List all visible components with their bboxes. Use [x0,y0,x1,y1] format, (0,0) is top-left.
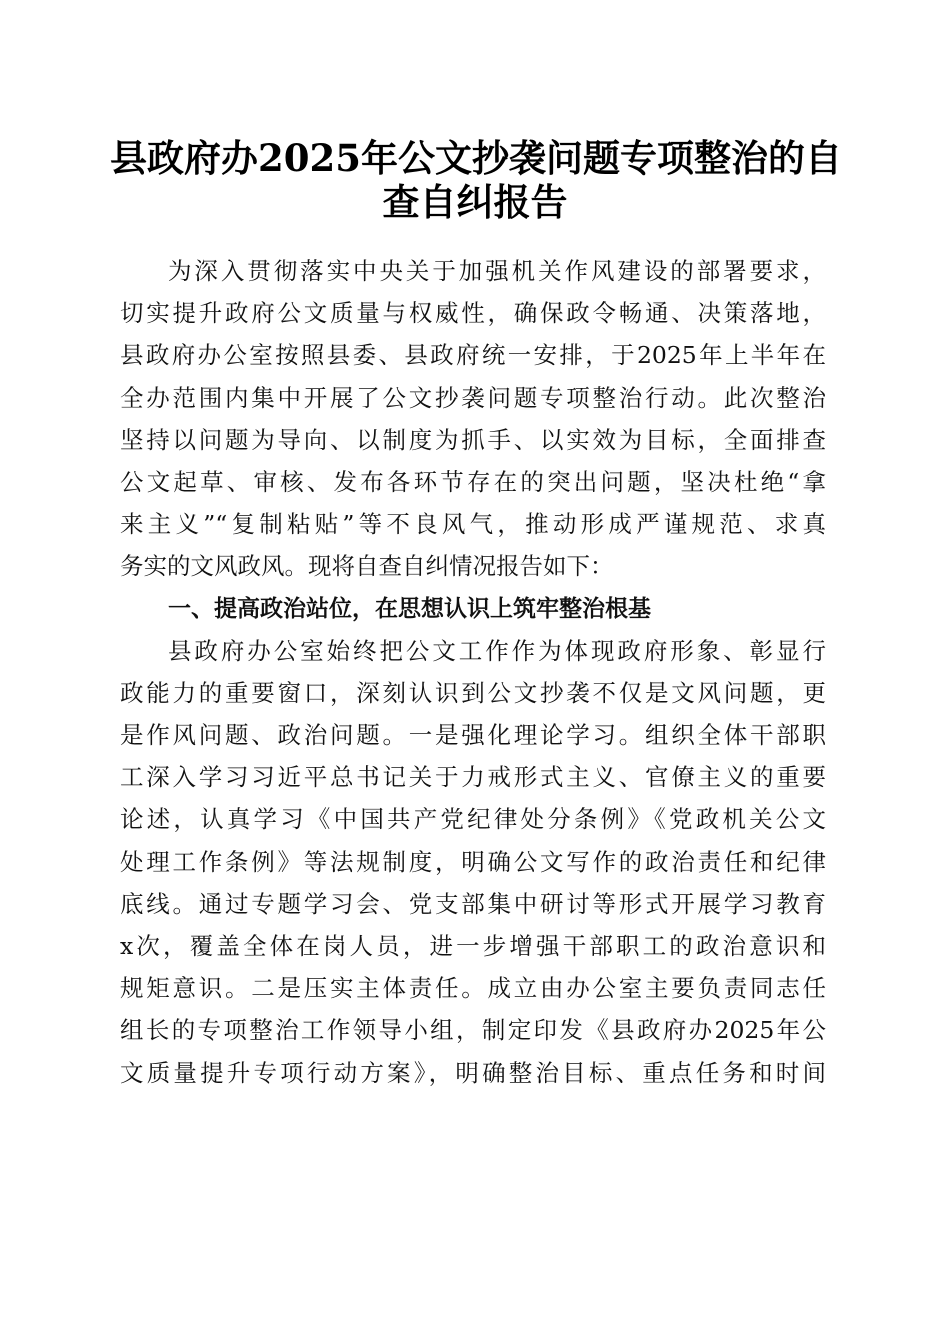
paragraph-line: 论述，认真学习《中国共产党纪律处分条例》《党政机关公文 [120,805,826,834]
title-line: 县政府办2025年公文抄袭问题专项整治的自 [110,136,842,180]
paragraph-line: 底线。通过专题学习会、党支部集中研讨等形式开展学习教育 [120,889,826,918]
paragraph-line: 来主义”“复制粘贴”等不良风气，推动形成严谨规范、求真 [120,510,826,539]
paragraph-line: 处理工作条例》等法规制度，明确公文写作的政治责任和纪律 [120,847,826,876]
intro-paragraph [120,250,826,588]
paragraph-line: 切实提升政府公文质量与权威性，确保政令畅通、决策落地， [120,299,826,328]
title-line: 查自纠报告 [382,180,568,224]
paragraph-line: 全办范围内集中开展了公文抄袭问题专项整治行动。此次整治 [120,383,826,412]
document-title [110,136,840,224]
section-heading: 一、提高政治站位，在思想认识上筑牢整治根基 [168,595,651,622]
paragraph-line: 坚持以问题为导向、以制度为抓手、以实效为目标，全面排查 [120,425,826,454]
paragraph-line: 县政府办公室按照县委、县政府统一安排，于2025年上半年在 [120,341,826,370]
paragraph-line: 为深入贯彻落实中央关于加强机关作风建设的部署要求， [168,257,826,285]
paragraph-line: 工深入学习习近平总书记关于力戒形式主义、官僚主义的重要 [120,763,826,792]
paragraph-line: 是作风问题、政治问题。一是强化理论学习。组织全体干部职 [120,721,826,750]
paragraph-line: 组长的专项整治工作领导小组，制定印发《县政府办2025年公 [120,1016,826,1045]
paragraph-line: x次，覆盖全体在岗人员，进一步增强干部职工的政治意识和 [120,932,826,960]
paragraph-line: 务实的文风政风。现将自查自纠情况报告如下： [120,552,614,581]
section-paragraph [120,630,826,1094]
paragraph-line: 公文起草、审核、发布各环节存在的突出问题，坚决杜绝“拿 [120,467,826,496]
paragraph-line: 规矩意识。二是压实主体责任。成立由办公室主要负责同志任 [120,974,826,1003]
paragraph-line: 政能力的重要窗口，深刻认识到公文抄袭不仅是文风问题，更 [120,678,826,707]
paragraph-line: 县政府办公室始终把公文工作作为体现政府形象、彰显行 [168,636,826,665]
document-body [120,250,826,1094]
paragraph-line: 文质量提升专项行动方案》，明确整治目标、重点任务和时间 [120,1058,826,1087]
